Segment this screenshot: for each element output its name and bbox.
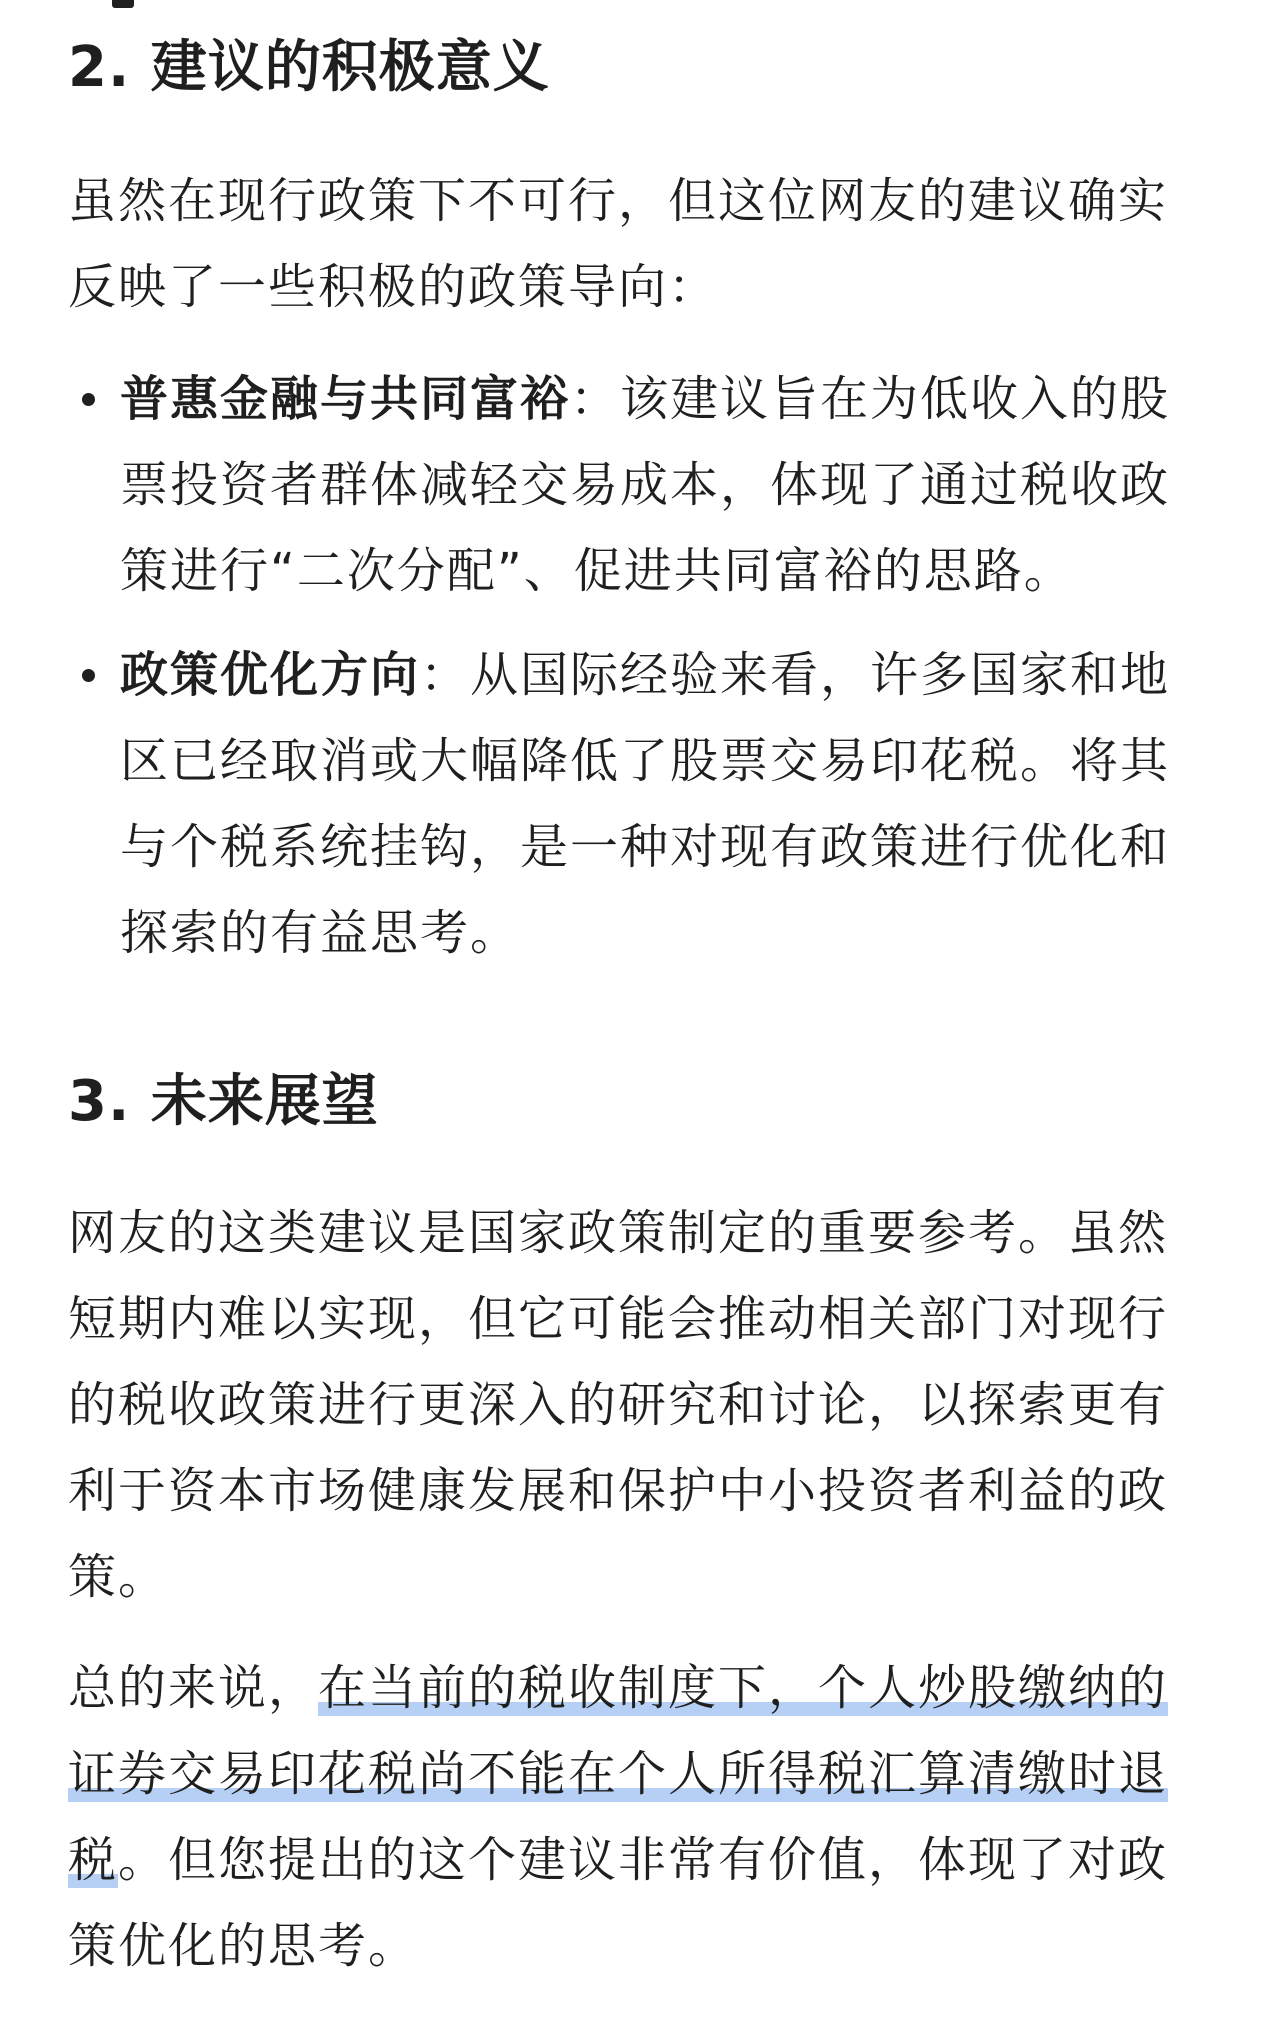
section-heading-future-outlook: 3. 未来展望 — [68, 1069, 379, 1134]
conclusion-lead: 总的来说， — [68, 1660, 319, 1716]
section-heading-positive-meaning: 2. 建议的积极意义 — [68, 35, 550, 100]
list-item-text: ：该建议旨在为低收入的股票投资者群体减轻交易成本，体现了通过税收政策进行“二次分配”、促进共同富裕的思路。 — [120, 371, 1171, 599]
bullet-dot-icon — [82, 669, 95, 682]
bullet-dot-icon — [82, 393, 95, 406]
conclusion-tail: 。但您提出的这个建议非常有价值，体现了对政策优化的思考。 — [68, 1832, 1169, 1974]
list-item-text: ：从国际经验来看，许多国家和地区已经取消或大幅降低了股票交易印花税。将其与个税系统挂钩，是一种对现有政策进行优化和探索的有益思考。 — [120, 647, 1171, 961]
list-item — [68, 632, 1210, 976]
future-outlook-paragraph: 网友的这类建议是国家政策制定的重要参考。虽然短期内难以实现，但它可能会推动相关部门对现行的税收政策进行更深入的研究和讨论，以探索更有利于资本市场健康发展和保护中小投资者利益的政策。 — [68, 1205, 1169, 1605]
top-scroll-mark — [112, 0, 134, 8]
list-item-title: 政策优化方向 — [120, 647, 421, 703]
highlighted-text[interactable]: 在当前的税收制度下，个人炒股缴纳的证券交易印花税尚不能在个人所得税汇算清缴时退税 — [68, 1660, 1169, 1888]
list-item — [68, 356, 1210, 614]
positive-meaning-list — [68, 356, 1210, 976]
section-intro-paragraph: 虽然在现行政策下不可行，但这位网友的建议确实反映了一些积极的政策导向： — [68, 173, 1169, 315]
list-item-title: 普惠金融与共同富裕 — [120, 371, 571, 427]
conclusion-paragraph — [68, 1645, 1210, 1989]
